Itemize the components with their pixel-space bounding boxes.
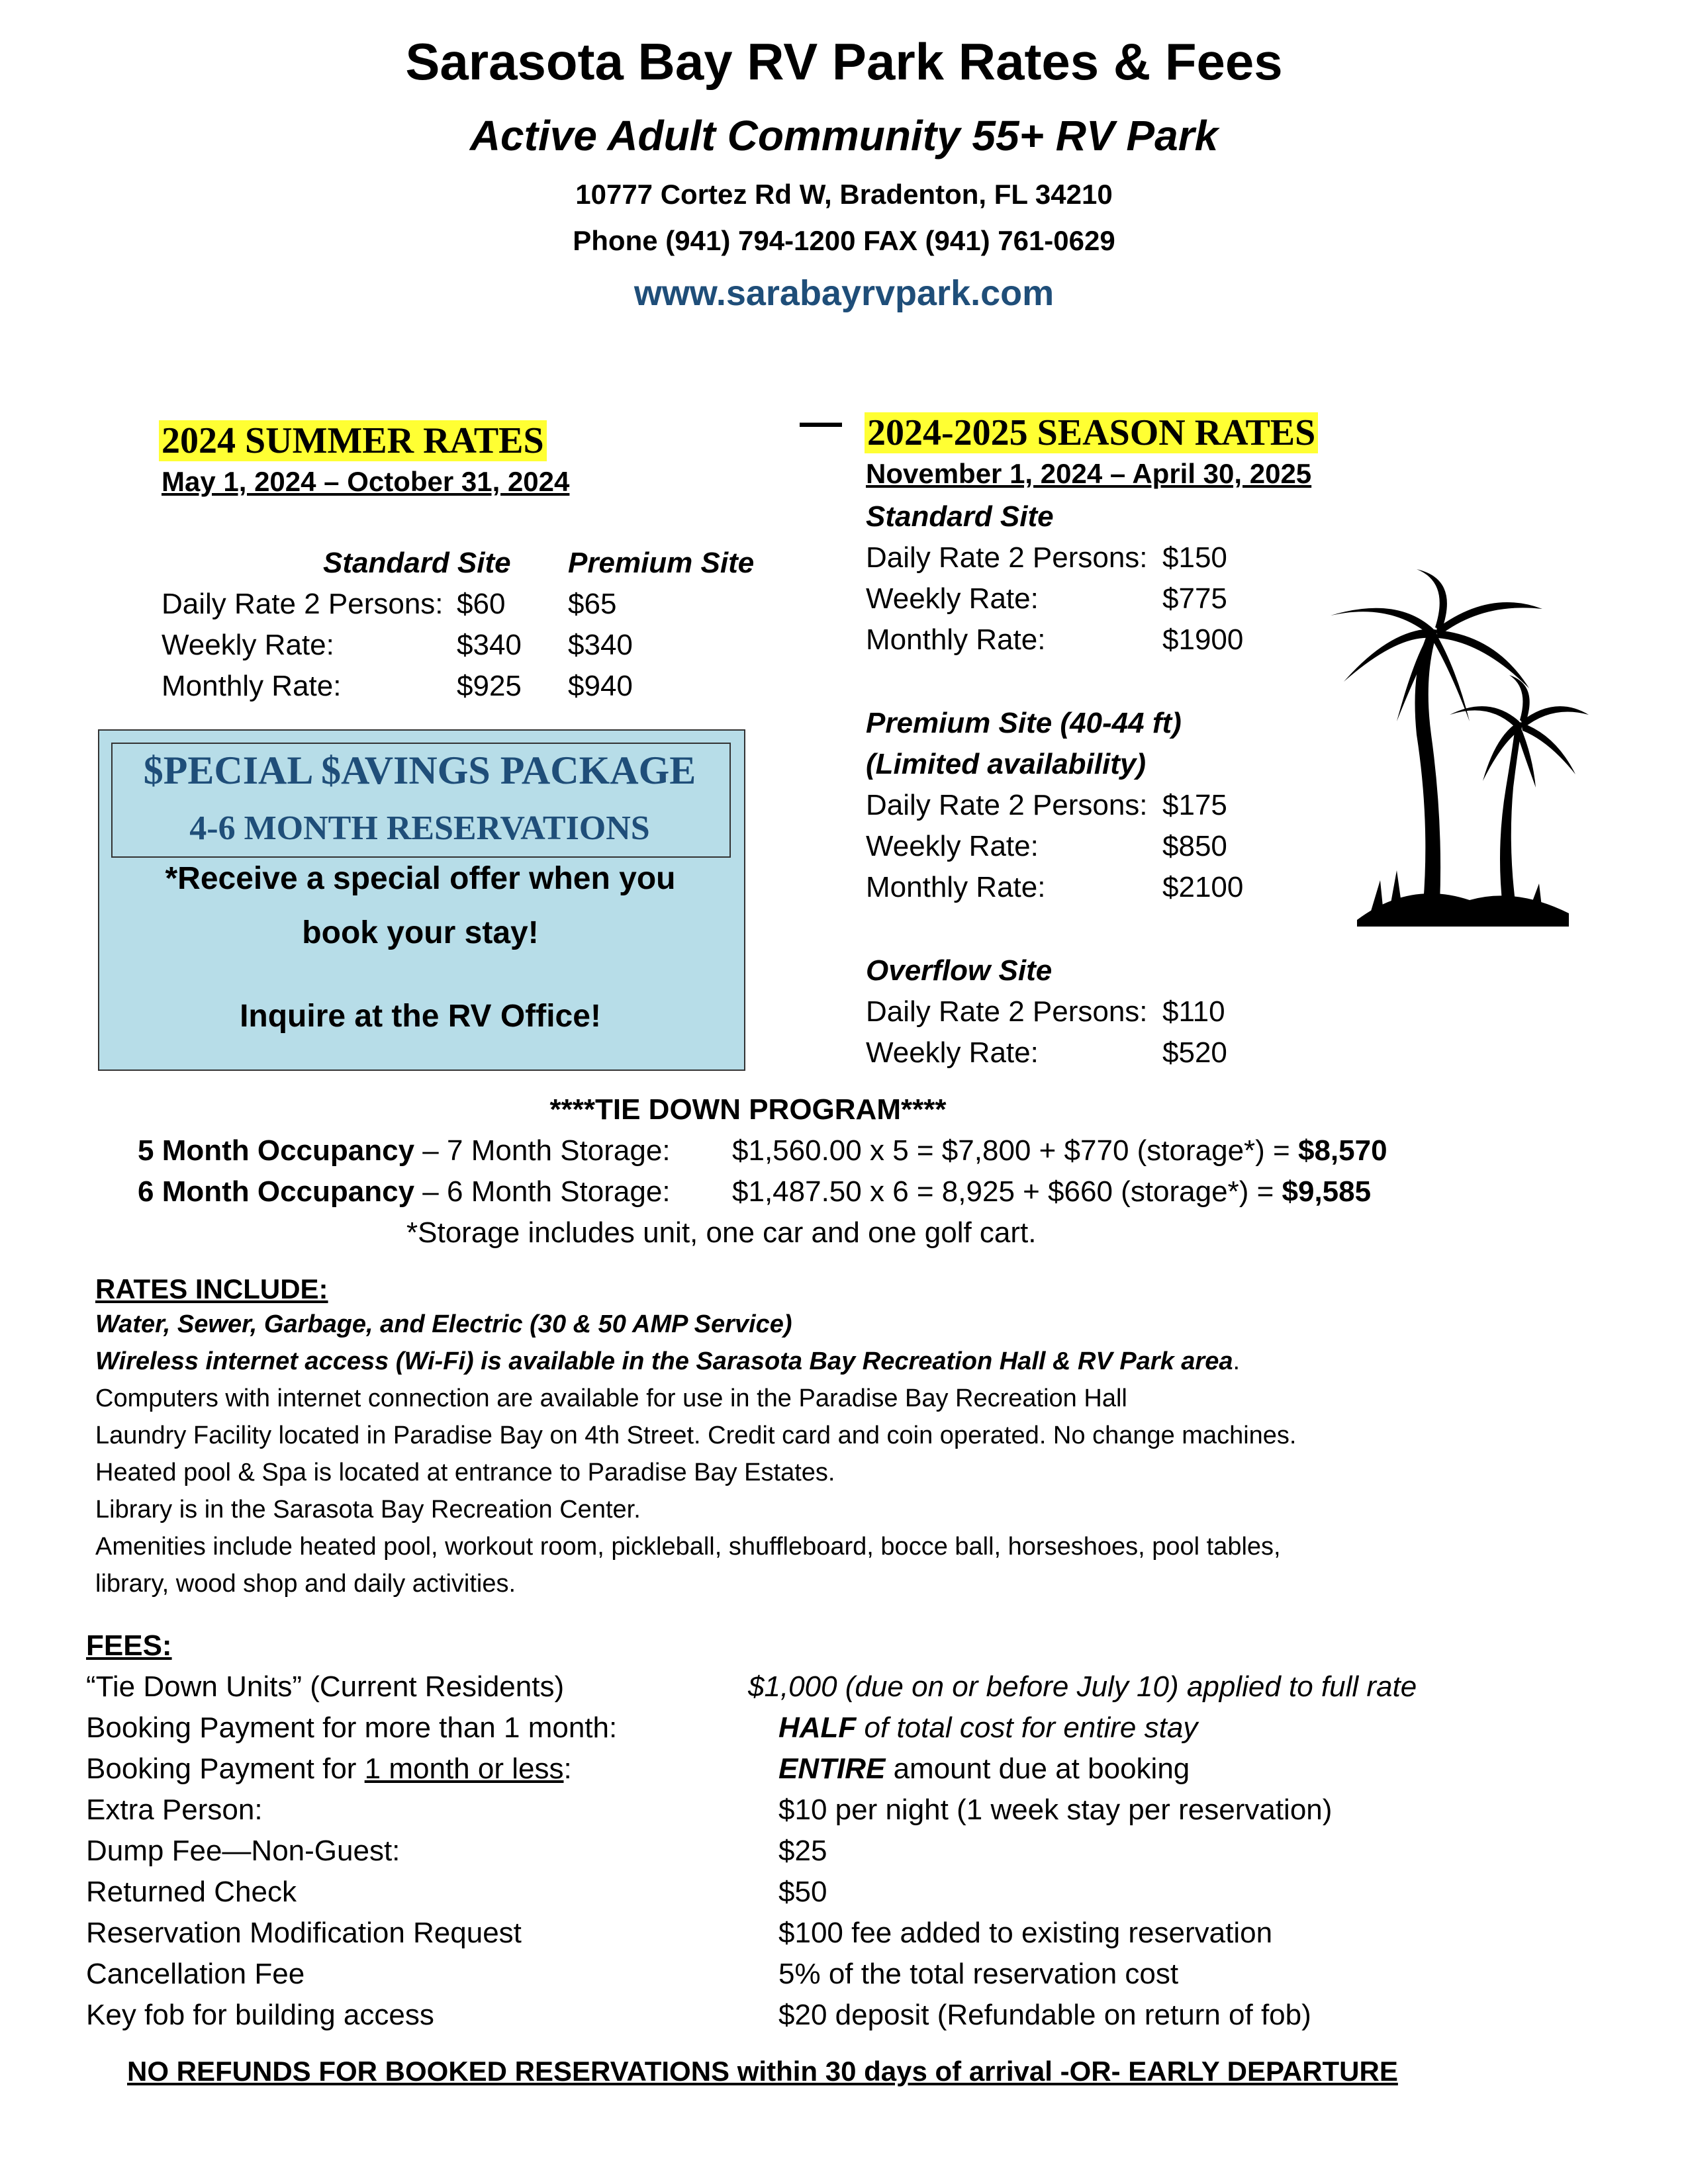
season-overflow-value: $110	[1162, 995, 1225, 1028]
fee-label: Returned Check	[86, 1876, 297, 1908]
summer-row-standard: $60	[457, 588, 506, 620]
fee-label: Booking Payment for more than 1 month:	[86, 1711, 618, 1744]
fees-heading: FEES:	[86, 1629, 172, 1662]
summer-dates: May 1, 2024 – October 31, 2024	[162, 466, 570, 497]
season-standard-label: Daily Rate 2 Persons:	[866, 541, 1148, 574]
rates-include-item: Laundry Facility located in Paradise Bay on 4th Street. Credit card and coin operated. No change machines.	[95, 1422, 1297, 1449]
palm-trees-icon	[1317, 569, 1595, 927]
tiedown-row-calc	[732, 1175, 1371, 1208]
phone-fax: Phone (941) 794-1200 FAX (941) 761-0629	[573, 225, 1115, 256]
season-premium-value: $2100	[1162, 871, 1244, 903]
savings-line4: book your stay!	[302, 915, 539, 950]
tiedown-heading: ****TIE DOWN PROGRAM****	[549, 1093, 947, 1126]
page-subtitle: Active Adult Community 55+ RV Park	[469, 112, 1219, 159]
fee-label: Extra Person:	[86, 1794, 263, 1826]
fee-value	[778, 1752, 1190, 1786]
fee-value: $20 deposit (Refundable on return of fob)	[778, 1999, 1311, 2031]
fee-value-rest: amount due at booking	[885, 1752, 1190, 1785]
rates-include-utilities: Water, Sewer, Garbage, and Electric (30 & 50 AMP Service)	[95, 1310, 792, 1338]
season-overflow-label: Daily Rate 2 Persons:	[866, 995, 1148, 1028]
summer-heading-text: 2024 SUMMER RATES	[159, 420, 547, 461]
summer-row-premium: $940	[568, 670, 633, 702]
fee-label: “Tie Down Units” (Current Residents)	[86, 1670, 565, 1703]
rates-include-item: Library is in the Sarasota Bay Recreation Center.	[95, 1496, 641, 1524]
rates-include-item: Heated pool & Spa is located at entrance to Paradise Bay Estates.	[95, 1459, 835, 1486]
summer-row-label: Daily Rate 2 Persons:	[162, 588, 444, 620]
fee-value: $10 per night (1 week stay per reservation)	[778, 1794, 1333, 1826]
fee-label: Dump Fee—Non-Guest:	[86, 1835, 400, 1867]
rates-include-wifi	[95, 1347, 1240, 1376]
fee-label: Key fob for building access	[86, 1999, 434, 2031]
season-overflow-title: Overflow Site	[866, 954, 1053, 987]
tiedown-storage: – 7 Month Storage:	[414, 1134, 671, 1167]
summer-col-standard: Standard Site	[323, 547, 511, 579]
wifi-period: .	[1233, 1347, 1241, 1375]
fee-label	[86, 1752, 572, 1786]
tiedown-calculation: $1,560.00 x 5 = $7,800 + $770 (storage*) =	[732, 1134, 1298, 1167]
fee-label-underlined: 1 month or less	[364, 1752, 564, 1785]
season-premium-label: Weekly Rate:	[866, 830, 1039, 862]
savings-line1: $PECIAL $AVINGS PACKAGE	[143, 749, 696, 792]
tiedown-storage: – 6 Month Storage:	[414, 1175, 671, 1208]
season-premium-note: (Limited availability)	[866, 748, 1146, 780]
fee-value: $1,000 (due on or before July 10) applied to full rate	[748, 1670, 1417, 1703]
summer-row-standard: $340	[457, 629, 522, 661]
fee-value-rest: of total cost for entire stay	[856, 1711, 1198, 1744]
summer-row-standard: $925	[457, 670, 522, 702]
fee-label-pre: Booking Payment for	[86, 1752, 365, 1785]
fee-value: $100 fee added to existing reservation	[778, 1917, 1273, 1949]
summer-row-premium: $65	[568, 588, 617, 620]
savings-line5: Inquire at the RV Office!	[240, 999, 601, 1034]
tiedown-calculation: $1,487.50 x 6 = 8,925 + $660 (storage*) =	[732, 1175, 1282, 1208]
tiedown-total: $8,570	[1297, 1134, 1387, 1167]
season-premium-value: $850	[1162, 830, 1227, 862]
tiedown-row-calc	[732, 1134, 1387, 1167]
fee-value	[778, 1711, 1197, 1745]
season-heading-text: 2024-2025 SEASON RATES	[865, 412, 1318, 453]
fee-label-post: :	[563, 1752, 572, 1785]
season-dates: November 1, 2024 – April 30, 2025	[866, 458, 1312, 489]
fee-label: Reservation Modification Request	[86, 1917, 522, 1949]
summer-row-label: Weekly Rate:	[162, 629, 334, 661]
summer-row-premium: $340	[568, 629, 633, 661]
no-refunds-notice: NO REFUNDS FOR BOOKED RESERVATIONS within 30 days of arrival -OR- EARLY DEPARTURE	[127, 2056, 1398, 2087]
season-premium-title: Premium Site (40-44 ft)	[866, 707, 1182, 739]
fee-label: Cancellation Fee	[86, 1958, 305, 1990]
tiedown-row-label	[138, 1134, 671, 1167]
fee-value-strong: ENTIRE	[778, 1752, 886, 1785]
fee-value: $50	[778, 1876, 827, 1908]
savings-line2: 4-6 MONTH RESERVATIONS	[189, 809, 650, 847]
wifi-text: Wireless internet access (Wi-Fi) is available in the Sarasota Bay Recreation Hall & RV Park area	[95, 1347, 1233, 1375]
website-link[interactable]: www.sarabayrvpark.com	[633, 273, 1055, 313]
rates-include-heading: RATES INCLUDE:	[95, 1273, 328, 1304]
season-overflow-value: $520	[1162, 1036, 1227, 1069]
season-rates-heading	[865, 412, 1318, 454]
tiedown-occupancy: 6 Month Occupancy	[138, 1175, 415, 1208]
season-standard-label: Monthly Rate:	[866, 623, 1046, 656]
season-standard-label: Weekly Rate:	[866, 582, 1039, 615]
fee-value: $25	[778, 1835, 827, 1867]
season-premium-value: $175	[1162, 789, 1227, 821]
season-overflow-label: Weekly Rate:	[866, 1036, 1039, 1069]
fee-value-strong: HALF	[778, 1711, 857, 1744]
tiedown-total: $9,585	[1282, 1175, 1372, 1208]
season-dash: —	[800, 398, 842, 445]
rates-include-item: Amenities include heated pool, workout room, pickleball, shuffleboard, bocce ball, horseshoes, pool tables,	[95, 1533, 1281, 1561]
rates-include-item: library, wood shop and daily activities.	[95, 1570, 516, 1598]
summer-rates-heading	[159, 420, 547, 462]
season-standard-title: Standard Site	[866, 500, 1054, 533]
summer-col-premium: Premium Site	[568, 547, 755, 579]
tiedown-note: *Storage includes unit, one car and one golf cart.	[406, 1216, 1037, 1249]
season-standard-value: $150	[1162, 541, 1227, 574]
tiedown-row-label	[138, 1175, 671, 1208]
tiedown-occupancy: 5 Month Occupancy	[138, 1134, 415, 1167]
season-premium-label: Daily Rate 2 Persons:	[866, 789, 1148, 821]
address: 10777 Cortez Rd W, Bradenton, FL 34210	[575, 179, 1113, 210]
rates-include-item: Computers with internet connection are available for use in the Paradise Bay Recreation Hall	[95, 1385, 1127, 1412]
fee-value: 5% of the total reservation cost	[778, 1958, 1179, 1990]
season-standard-value: $775	[1162, 582, 1227, 615]
season-premium-label: Monthly Rate:	[866, 871, 1046, 903]
page-title: Sarasota Bay RV Park Rates & Fees	[405, 32, 1283, 91]
savings-line3: *Receive a special offer when you	[165, 861, 676, 896]
summer-row-label: Monthly Rate:	[162, 670, 342, 702]
season-standard-value: $1900	[1162, 623, 1244, 656]
